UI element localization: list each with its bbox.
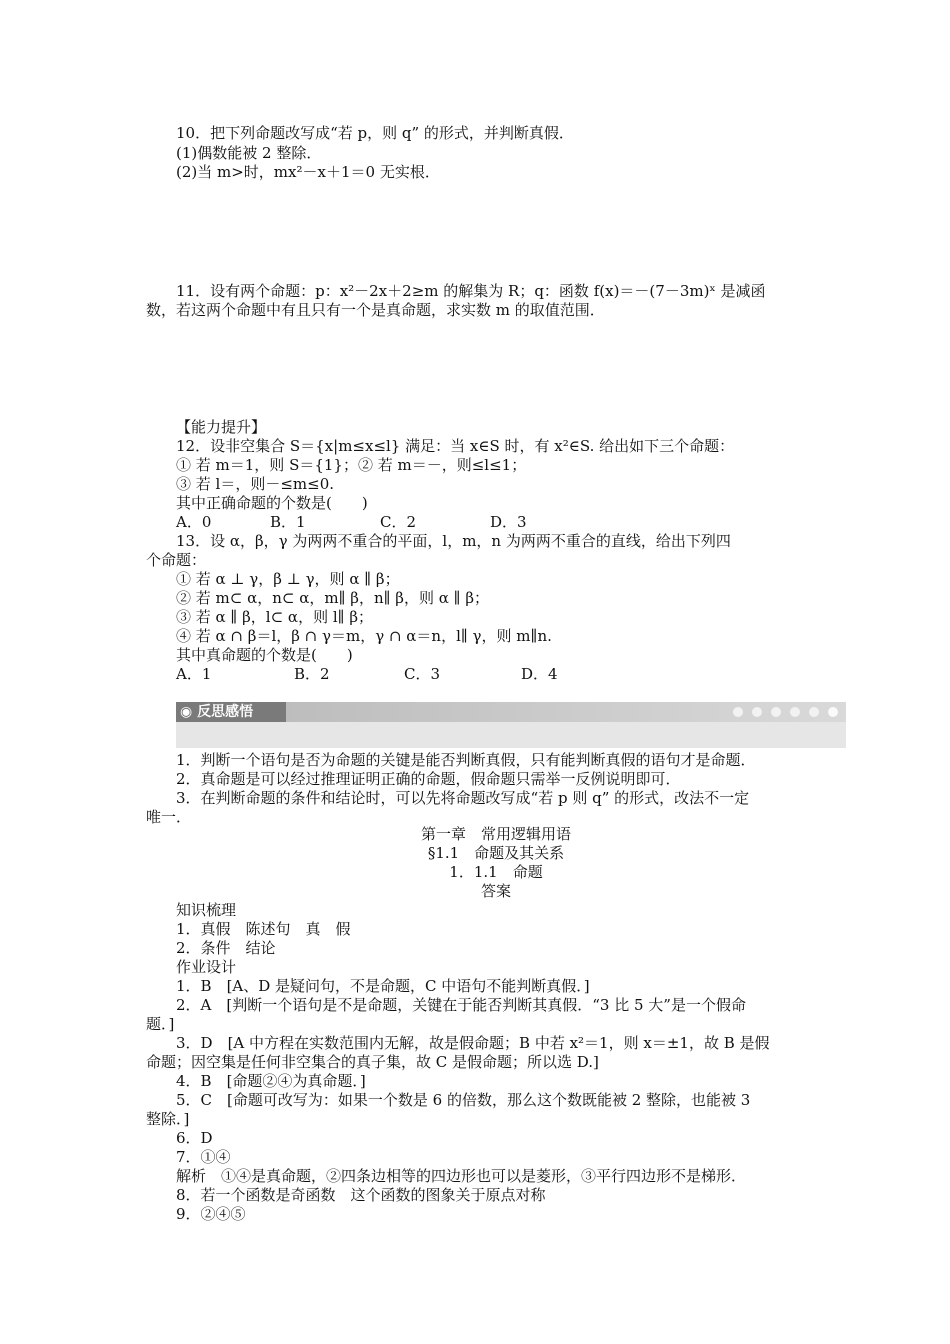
q13-line2: 个命题： [146,551,207,569]
reflection-banner [176,702,846,748]
section-ability-heading: 【能力提升】 [176,418,267,436]
q13-claim2: ② 若 m⊂ α，n⊂ α，m∥ β，n∥ β，则 α ∥ β； [176,589,490,607]
q13-ask: 其中真命题的个数是( ) [176,646,353,664]
q13-option-d: D．4 [521,665,558,683]
answer-1: 1．B [A、D 是疑问句，不是命题，C 中语句不能判断真假．] [176,977,590,995]
banner-dot-icon [790,707,800,717]
answer-6: 6．D [176,1129,213,1147]
q10-part2: (2)当 m>时，mx²－x＋1＝0 无实根． [176,163,440,181]
knowledge-item-2: 2．条件 结论 [176,939,276,957]
answer-3-cont: 命题；因空集是任何非空集合的真子集，故 C 是假命题；所以选 D.] [146,1053,599,1071]
q10-part1: (1)偶数能被 2 整除． [176,144,322,162]
q12-option-b: B．1 [270,513,306,531]
q13-claim3: ③ 若 α ∥ β，l⊂ α，则 l∥ β； [176,608,374,626]
answer-8: 8．若一个函数是奇函数 这个函数的图象关于原点对称 [176,1186,546,1204]
answers-heading: 答案 [480,882,511,900]
q13-options [176,665,558,683]
q12-option-c: C．2 [380,513,417,531]
reflect-item-1: 1．判断一个语句是否为命题的关键是能否判断真假，只有能判断真假的语句才是命题． [176,751,756,769]
banner-dot-icon [733,707,743,717]
q12-options [176,513,527,531]
q13-option-c: C．3 [404,665,441,683]
answer-5-cont: 整除．] [146,1110,190,1128]
answer-3: 3．D [A 中方程在实数范围内无解，故是假命题；B 中若 x²＝1，则 x＝±1，故 B 是假 [176,1034,770,1052]
answer-4: 4．B [命题②④为真命题．] [176,1072,366,1090]
knowledge-title: 知识梳理 [176,901,237,919]
q10-stem: 10．把下列命题改写成“若 p，则 q” 的形式，并判断真假． [176,124,574,142]
answer-5: 5．C [命题可改写为：如果一个数是 6 的倍数，那么这个数既能被 2 整除，也能被 3 [176,1091,751,1109]
banner-dot-icon [752,707,762,717]
banner-dot-icon [828,707,838,717]
q13-option-a: A．1 [176,665,212,683]
q12-claim3: ③ 若 l＝，则－≤m≤0. [176,475,335,493]
answer-7-explanation: 解析 ①④是真命题，②四条边相等的四边形也可以是菱形，③平行四边形不是梯形． [176,1167,747,1185]
q12-option-d: D．3 [490,513,527,531]
reflection-banner-strip [286,702,846,722]
q12-option-a: A．0 [176,513,212,531]
section-heading: §1.1 命题及其关系 [427,844,565,862]
homework-title: 作业设计 [176,958,237,976]
q12-claim1: ① 若 m＝1，则 S＝{1}；② 若 m＝－，则≤l≤1； [176,456,527,474]
reflect-item-3: 3．在判断命题的条件和结论时，可以先将命题改写成“若 p 则 q” 的形式，改法不一定 [176,789,750,807]
answer-9: 9．②④⑤ [176,1205,246,1223]
q12-stem: 12．设非空集合 S＝{x|m≤x≤l} 满足：当 x∈S 时，有 x²∈S. 给出如下三个命题： [176,437,735,455]
banner-dot-icon [809,707,819,717]
knowledge-item-1: 1．真假 陈述句 真 假 [176,920,351,938]
chapter-heading: 第一章 常用逻辑用语 [420,825,571,843]
subsection-heading: 1．1.1 命题 [449,863,543,881]
reflect-item-3-cont: 唯一． [146,808,192,826]
q13-line1: 13．设 α，β，γ 为两两不重合的平面，l，m，n 为两两不重合的直线，给出下列四 [176,532,731,550]
reflect-item-2: 2．真命题是可以经过推理证明正确的命题，假命题只需举一反例说明即可． [176,770,681,788]
answer-2-cont: 题．] [146,1015,175,1033]
reflection-banner-title: ◉ 反思感悟 [176,702,286,722]
q13-claim4: ④ 若 α ∩ β＝l，β ∩ γ＝m，γ ∩ α＝n，l∥ γ，则 m∥n. [176,627,552,645]
q11-line1: 11．设有两个命题：p：x²－2x＋2≥m 的解集为 R；q：函数 f(x)＝－(7－3m)ˣ 是减函 [176,282,766,300]
q13-option-b: B．2 [294,665,330,683]
answer-2: 2．A [判断一个语句是不是命题，关键在于能否判断其真假．“3 比 5 大”是一个假命 [176,996,746,1014]
answer-7: 7．①④ [176,1148,231,1166]
q12-ask: 其中正确命题的个数是( ) [176,494,368,512]
q11-line2: 数，若这两个命题中有且只有一个是真命题，求实数 m 的取值范围． [146,301,605,319]
banner-dots [733,707,838,717]
banner-dot-icon [771,707,781,717]
q13-claim1: ① 若 α ⊥ γ，β ⊥ γ，则 α ∥ β； [176,570,400,588]
